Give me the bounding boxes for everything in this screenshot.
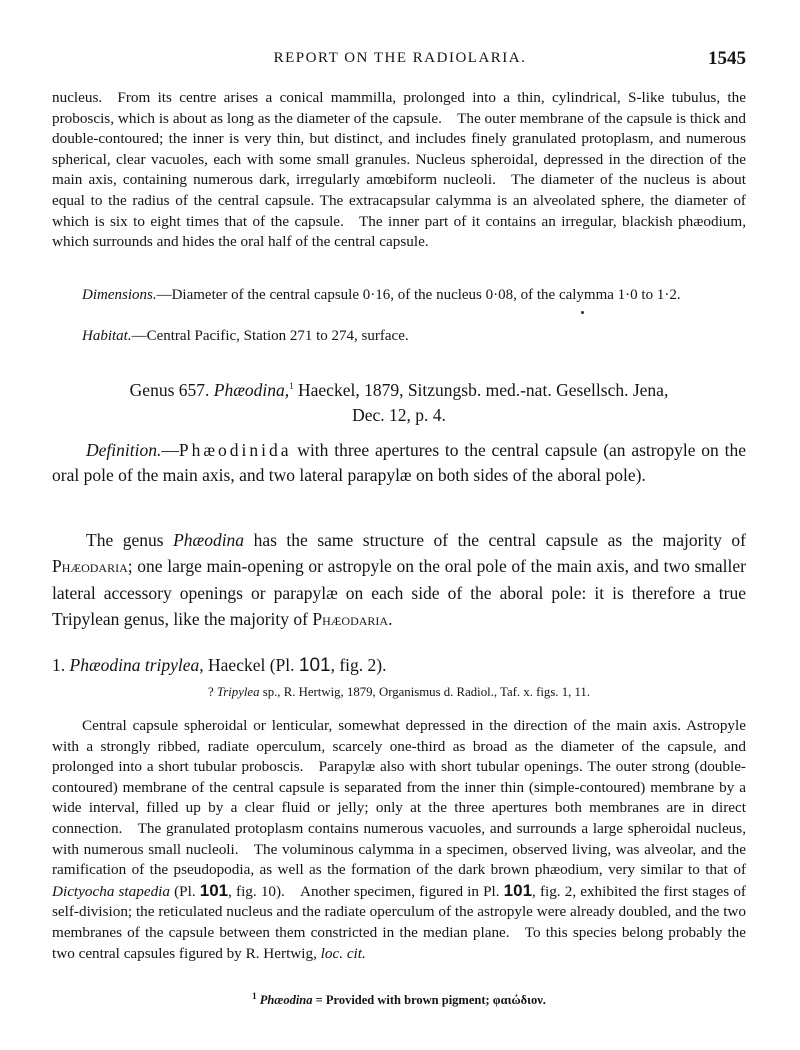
synonym-name: Tripylea (216, 685, 260, 699)
description-text-2: (Pl. (170, 882, 200, 900)
definition-paragraph (52, 438, 746, 488)
body-text-4: . (388, 608, 393, 629)
description-text-1: Central capsule spheroidal or lenticular, somewhat depressed in the direction of the main axis. Astropyle with a strongly ribbed, radiate operculum, scarcely one-third as broad as the diameter of the capsule, and prolonged into a short tubular proboscis. Parapylæ also with short tubular openings. The outer strong (double-contoured) membrane of the central capsule is separated from the inner thin (simple-contoured) membrane by a wide interval, filled up by a clear fluid or jelly; only at the three apertures both membranes are in direct connection. The granulated protoplasm contains numerous vacuoles, and surrounds a large spheroidal nucleus, with numerous small nucleoli. The voluminous calymma in a specimen, observed living, was alveolar, and the ramification of the pseudopodia, as well as the formation of the dark brown phæodium, very similar to that of (52, 717, 746, 879)
definition-family: Phæodinida (178, 440, 292, 460)
definition-label: Definition. (86, 440, 162, 460)
definition-text: with three apertures to the central capsule (an astropyle on the oral pole of the main axis, and two lateral parapylæ on both sides of the aboral pole). (52, 440, 746, 485)
species-number: 1. (52, 655, 66, 675)
genus-number: Genus 657. (129, 380, 210, 400)
body-order-name-2: Phæodaria (312, 608, 389, 629)
body-order-name-1: Phæodaria (52, 556, 128, 577)
synonym-text: sp., R. Hertwig, 1879, Organismus d. Radiol., Taf. x. figs. 1, 11. (259, 685, 591, 699)
description-text-4: , fig. 2, exhibited the first stages of self-division; the reticulated nucleus and the radiate operculum of the astropyle were already doubled, and the two membranes of the capsule between them constricted in the median plane. To this species belong probably the two central capsules figured by R. Hertwig, (52, 882, 746, 962)
species-fig: , fig. 2). (330, 655, 387, 675)
definition-dash: — (161, 440, 179, 460)
genus-footnote-mark: 1 (289, 381, 294, 392)
species-description (52, 716, 746, 964)
genus-citation: Haeckel, 1879, Sitzungsb. med.-nat. Gesellsch. Jena, (293, 380, 669, 400)
species-author: Haeckel (Pl. (203, 655, 299, 675)
habitat-label: Habitat. (82, 328, 132, 344)
body-text-2: has the same structure of the central capsule as the majority of (244, 530, 746, 550)
description-genus: Dictyocha stapedia (52, 882, 170, 900)
genus-heading (52, 378, 746, 428)
synonym-line (52, 683, 746, 701)
body-text-1: The genus (86, 530, 174, 550)
dimensions-paragraph (52, 285, 746, 306)
description-plate-1: 101 (199, 880, 229, 900)
genus-body-paragraph (52, 527, 746, 632)
stray-dot (581, 311, 584, 314)
habitat-text: —Central Pacific, Station 271 to 274, surface. (131, 328, 409, 344)
page-number: 1545 (708, 48, 746, 69)
description-loc-cit: loc. cit. (320, 944, 366, 962)
genus-line-1 (52, 378, 746, 403)
species-heading (52, 653, 387, 678)
synonym-mark: ? (207, 685, 217, 699)
genus-line-2: Dec. 12, p. 4. (352, 405, 446, 425)
habitat-paragraph (82, 326, 409, 347)
description-plate-2: 101 (503, 880, 533, 900)
dimensions-text: —Diameter of the central capsule 0·16, of the nucleus 0·08, of the calymma 1·0 to 1·2. (156, 287, 681, 303)
paragraph-nucleus-description: nucleus. From its centre arises a conical mammilla, prolonged into a thin, cylindrical, S-like tubulus, the proboscis, which is about as long as the diameter of the capsule. The outer membrane of the capsule is thick and double-contoured; the inner is very thin, but distinct, and includes finely granulated protoplasm, and numerous spherical, clear vacuoles, each with some small granules. Nucleus spheroidal, depressed in the direction of the main axis, containing numerous dark, irregularly amœbiform nucleoli. The diameter of the nucleus is about equal to the radius of the central capsule. The extracapsular calymma is an alveolated sphere, the diameter of which is six to eight times that of the capsule. The inner part of it contains an irregular, blackish phæodium, which surrounds and hides the oral half of the central capsule. (52, 89, 746, 251)
footnote-name: Phæodina (259, 993, 313, 1007)
footnote-text: = Provided with brown pigment; (312, 993, 493, 1007)
dimensions-label: Dimensions. (82, 287, 157, 303)
description-text-3: , fig. 10). Another specimen, figured in Pl. (228, 882, 504, 900)
genus-name: Phæodina, (213, 380, 290, 400)
species-plate: 101 (298, 655, 331, 676)
footnote-mark: 1 (252, 990, 257, 1001)
species-name: Phæodina tripylea, (69, 655, 204, 675)
footnote (52, 992, 746, 1008)
page-header (0, 48, 800, 70)
running-title: REPORT ON THE RADIOLARIA. (273, 50, 527, 66)
footnote-greek: φαιώδιον. (492, 993, 546, 1007)
body-genus-name: Phæodina (173, 530, 245, 550)
body-text-3: ; one large main-opening or astropyle on the oral pole of the main axis, and two smaller lateral accessory openings or parapylæ on each side of the aboral pole: it is therefore a true Tripylean genus, like the majority of (52, 556, 746, 629)
